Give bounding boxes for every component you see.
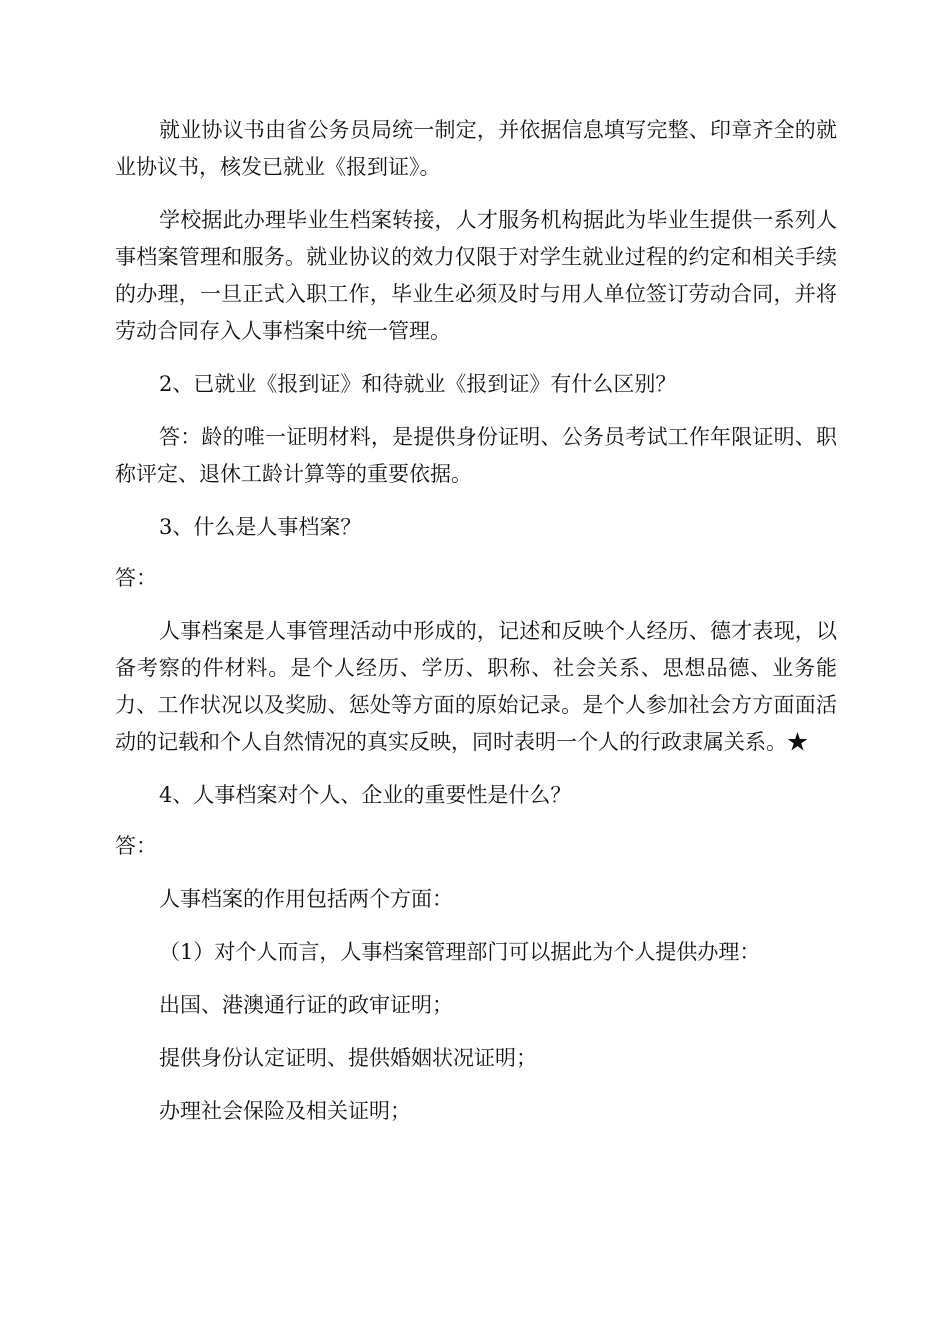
document-body [115,112,837,1130]
answer-4-intro: 人事档案的作用包括两个方面： [159,887,453,911]
answer-3-label: 答： [115,566,157,590]
answer-3-text: 人事档案是人事管理活动中形成的，记述和反映个人经历、德才表现，以备考察的件材料。是个人经历、学历、职称、社会关系、思想品德、业务能力、工作状况以及奖励、惩处等方面的原始记录。是个人参加社会方方面面活动的记载和个人自然情况的真实反映，同时表明一个人的行政隶属关系。★ [115,619,837,754]
answer-4-label: 答： [115,834,157,858]
question-4: 4、人事档案对个人、企业的重要性是什么？ [159,783,572,807]
list-item-passport-review: 出国、港澳通行证的政审证明； [159,993,453,1017]
list-item-social-insurance: 办理社会保险及相关证明； [159,1099,411,1123]
answer-2: 答：龄的唯一证明材料，是提供身份证明、公务员考试工作年限证明、职称评定、退休工龄计算等的重要依据。 [115,425,837,486]
question-2: 2、已就业《报到证》和待就业《报到证》有什么区别？ [159,372,677,396]
question-3: 3、什么是人事档案？ [159,515,362,539]
paragraph-archive-transfer: 学校据此办理毕业生档案转接，人才服务机构据此为毕业生提供一系列人事档案管理和服务。就业协议的效力仅限于对学生就业过程的约定和相关手续的办理，一旦正式入职工作，毕业生必须及时与用人单位签订劳动合同，并将劳动合同存入人事档案中统一管理。 [115,208,837,343]
answer-4-point-1: （1）对个人而言，人事档案管理部门可以据此为个人提供办理： [159,940,761,964]
list-item-identity-marriage: 提供身份认定证明、提供婚姻状况证明； [159,1046,537,1070]
paragraph-agreement-issuance: 就业协议书由省公务员局统一制定，并依据信息填写完整、印章齐全的就业协议书，核发已就业《报到证》。 [115,118,837,179]
